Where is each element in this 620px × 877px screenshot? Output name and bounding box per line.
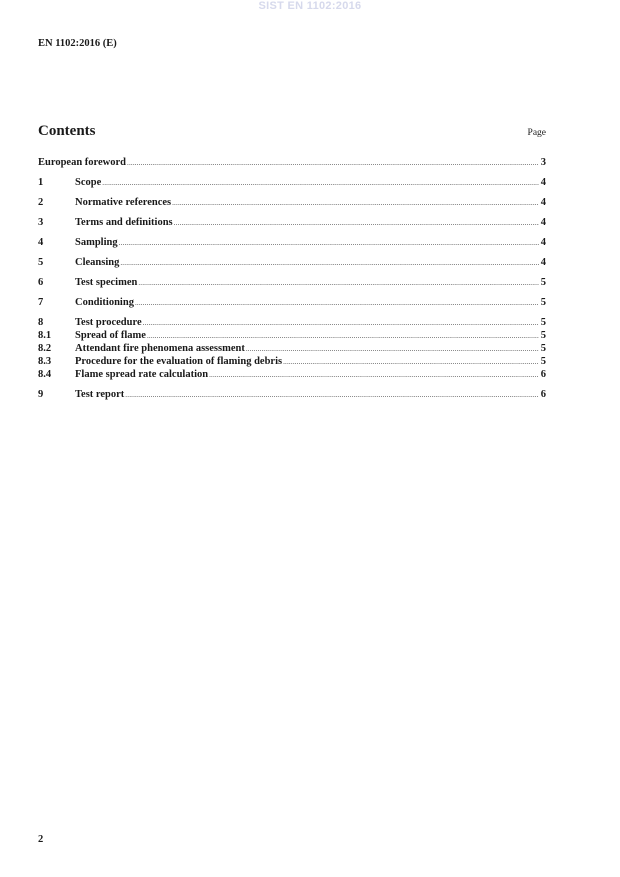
toc-entry-8-3[interactable] [38,355,546,368]
toc-entry-4[interactable] [38,236,546,249]
toc-entry-page: 4 [540,197,546,208]
toc-entry-6[interactable] [38,276,546,289]
toc-entry-page: 4 [540,217,546,228]
toc-entry-number: 1 [38,177,44,188]
toc-leader-dots [209,369,539,382]
toc-entry-page: 3 [540,157,546,168]
page-number: 2 [38,834,44,845]
toc-entry-8-2[interactable] [38,342,546,355]
toc-leader-dots [119,237,539,250]
toc-entry-title: Flame spread rate calculation [75,369,209,380]
toc-entry-3[interactable] [38,216,546,229]
toc-entry-title: Procedure for the evaluation of flaming debris [75,356,283,367]
toc-entry-number: 8.4 [38,369,52,380]
page-column-label: Page [527,128,546,138]
watermark: SIST EN 1102:2016 [258,0,362,12]
toc-entry-title: Terms and definitions [75,217,173,228]
toc-entry-page: 5 [540,343,546,354]
toc-entry-number: 6 [38,277,44,288]
toc-entry-title: Conditioning [75,297,134,308]
toc-entry-page: 5 [540,277,546,288]
table-of-contents [38,156,546,401]
toc-entry-title: European foreword [38,157,126,168]
toc-entry-page: 5 [540,356,546,367]
toc-entry-title: Test specimen [75,277,138,288]
toc-entry-number: 3 [38,217,44,228]
toc-leader-dots [143,317,539,330]
toc-leader-dots [172,197,539,210]
toc-entry-number: 5 [38,257,44,268]
toc-entry-page: 4 [540,177,546,188]
toc-entry-title: Test report [75,389,125,400]
toc-entry-8[interactable] [38,316,546,329]
toc-leader-dots [125,389,538,402]
toc-leader-dots [127,157,539,170]
toc-entry-number: 2 [38,197,44,208]
toc-entry-1[interactable] [38,176,546,189]
toc-entry-number: 8.1 [38,330,52,341]
toc-entry-number: 8 [38,317,44,328]
toc-entry-7[interactable] [38,296,546,309]
toc-entry-title: Spread of flame [75,330,146,341]
toc-entry-number: 7 [38,297,44,308]
toc-entry-title: Sampling [75,237,118,248]
toc-entry-5[interactable] [38,256,546,269]
toc-leader-dots [135,297,539,310]
toc-entry-8-4[interactable] [38,368,546,381]
toc-entry-page: 5 [540,317,546,328]
toc-leader-dots [246,343,539,356]
toc-entry-page: 6 [540,389,546,400]
toc-leader-dots [138,277,538,290]
toc-entry-page: 4 [540,237,546,248]
toc-entry-foreword[interactable] [38,156,546,169]
toc-entry-number: 9 [38,389,44,400]
toc-entry-page: 4 [540,257,546,268]
toc-entry-8-1[interactable] [38,329,546,342]
toc-entry-title: Test procedure [75,317,142,328]
toc-entry-title: Cleansing [75,257,120,268]
toc-entry-title: Normative references [75,197,172,208]
toc-entry-page: 5 [540,330,546,341]
toc-entry-number: 4 [38,237,44,248]
contents-title: Contents [38,123,96,139]
toc-leader-dots [102,177,539,190]
toc-leader-dots [283,356,539,369]
toc-entry-title: Attendant fire phenomena assessment [75,343,245,354]
document-id: EN 1102:2016 (E) [38,38,117,49]
toc-entry-2[interactable] [38,196,546,209]
toc-entry-page: 6 [540,369,546,380]
toc-entry-number: 8.2 [38,343,52,354]
toc-leader-dots [120,257,538,270]
toc-entry-9[interactable] [38,388,546,401]
toc-entry-title: Scope [75,177,102,188]
toc-entry-page: 5 [540,297,546,308]
toc-leader-dots [174,217,539,230]
toc-entry-number: 8.3 [38,356,52,367]
